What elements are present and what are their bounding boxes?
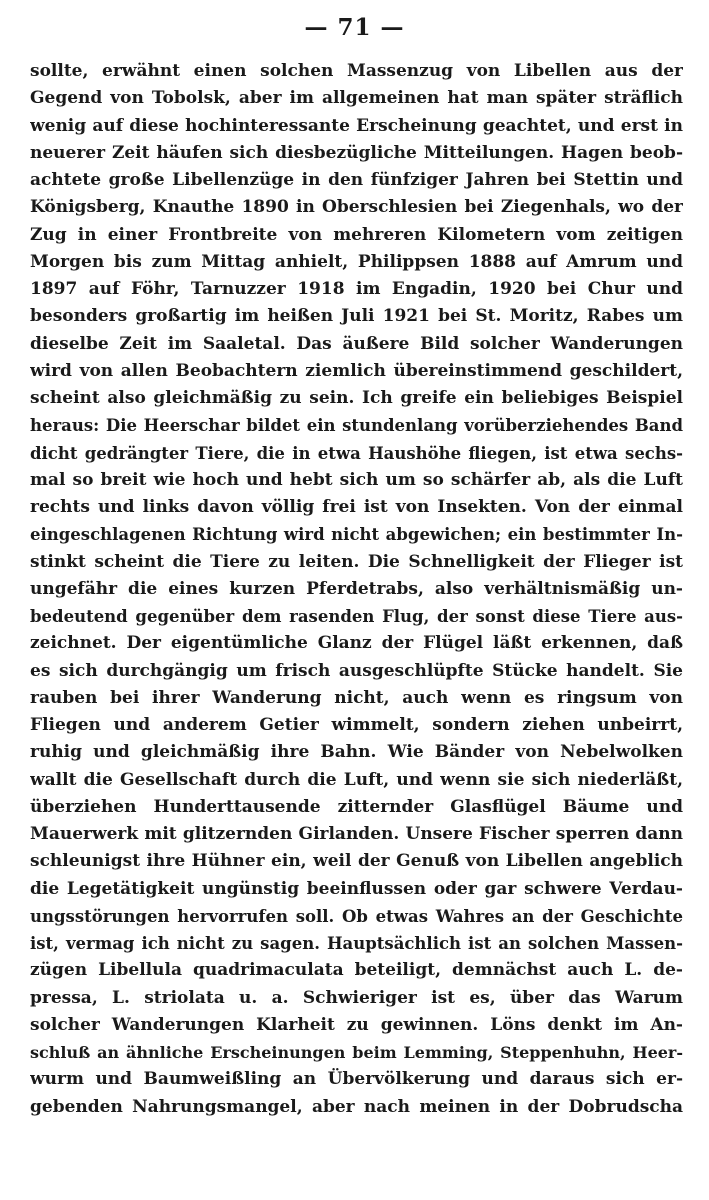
text-line: besonders großartig im heißen Juli 1921 bei St. Moritz, Rabes um: [30, 306, 683, 327]
text-line: ungefähr die eines kurzen Pferdetrabs, also verhältnismäßig un-: [30, 578, 683, 599]
text-line: pressa, L. striolata u. a. Schwieriger ist es, über das Warum: [30, 987, 683, 1008]
text-line: neuerer Zeit häufen sich diesbezügliche Mitteilungen. Hagen beob-: [30, 142, 683, 163]
text-line: stinkt scheint die Tiere zu leiten. Die Schnelligkeit der Flieger ist: [30, 551, 683, 572]
text-line: wallt die Gesellschaft durch die Luft, und wenn sie sich niederläßt,: [30, 769, 683, 790]
text-line: achtete große Libellenzüge in den fünfziger Jahren bei Stettin und: [30, 170, 683, 190]
text-line: bedeutend gegenüber dem rasenden Flug, der sonst diese Tiere aus-: [30, 607, 683, 626]
body-text: [30, 58, 683, 1121]
text-line: zügen Libellula quadrimaculata beteiligt, demnächst auch L. de-: [30, 960, 683, 981]
text-line: wurm und Baumweißling an Übervölkerung und daraus sich er-: [30, 1069, 683, 1090]
text-line: sollte, erwähnt einen solchen Massenzug von Libellen aus der: [30, 61, 683, 81]
text-line: wird von allen Beobachtern ziemlich übereinstimmend geschildert,: [30, 360, 683, 381]
text-line: Mauerwerk mit glitzernden Girlanden. Unsere Fischer sperren dann: [30, 824, 683, 844]
text-line: Königsberg, Knauthe 1890 in Oberschlesien bei Ziegenhals, wo der: [30, 197, 683, 218]
text-line: solcher Wanderungen Klarheit zu gewinnen. Löns denkt im An-: [30, 1014, 683, 1035]
text-line: ungsstörungen hervorrufen soll. Ob etwas Wahres an der Geschichte: [30, 906, 683, 926]
text-line: rauben bei ihrer Wanderung nicht, auch wenn es ringsum von: [30, 687, 683, 708]
text-line: 1897 auf Föhr, Tarnuzzer 1918 im Engadin, 1920 bei Chur und: [30, 279, 683, 299]
text-line: Gegend von Tobolsk, aber im allgemeinen hat man später sträflich: [30, 88, 683, 109]
text-line: scheint also gleichmäßig zu sein. Ich greife ein beliebiges Beispiel: [30, 388, 683, 408]
text-line: ist, vermag ich nicht zu sagen. Hauptsächlich ist an solchen Massen-: [30, 934, 683, 953]
text-line: heraus: Die Heerschar bildet ein stundenlang vorüberziehendes Band: [30, 416, 683, 436]
text-line: ruhig und gleichmäßig ihre Bahn. Wie Bänder von Nebelwolken: [30, 742, 683, 763]
text-line: wenig auf diese hochinteressante Erscheinung geachtet, und erst in: [30, 115, 683, 136]
text-line: es sich durchgängig um frisch ausgeschlüpfte Stücke handelt. Sie: [30, 660, 683, 681]
text-line: schluß an ähnliche Erscheinungen beim Lemming, Steppenhuhn, Heer-: [30, 1043, 683, 1062]
text-line: gebenden Nahrungsmangel, aber nach meinen in der Dobrudscha: [30, 1096, 683, 1117]
text-line: dicht gedrängter Tiere, die in etwa Haushöhe fliegen, ist etwa sechs-: [30, 443, 683, 463]
text-line: überziehen Hunderttausende zitternder Glasflügel Bäume und: [30, 796, 683, 817]
text-line: dieselbe Zeit im Saaletal. Das äußere Bild solcher Wanderungen: [30, 333, 683, 354]
text-line: eingeschlagenen Richtung wird nicht abgewichen; ein bestimmter In-: [30, 525, 683, 545]
text-line: Morgen bis zum Mittag anhielt, Philippsen 1888 auf Amrum und: [30, 251, 683, 272]
page-number: — 71 —: [304, 14, 405, 41]
text-line: die Legetätigkeit ungünstig beeinflussen oder gar schwere Verdau-: [30, 878, 683, 899]
text-line: Zug in einer Frontbreite von mehreren Kilometern vom zeitigen: [30, 224, 683, 245]
text-line: schleunigst ihre Hühner ein, weil der Genuß von Libellen angeblich: [30, 851, 683, 872]
text-line: Fliegen und anderem Getier wimmelt, sondern ziehen unbeirrt,: [30, 715, 683, 735]
text-line: zeichnet. Der eigentümliche Glanz der Flügel läßt erkennen, daß: [30, 633, 683, 654]
text-line: rechts und links davon völlig frei ist von Insekten. Von der einmal: [30, 497, 683, 517]
text-line: mal so breit wie hoch und hebt sich um so schärfer ab, als die Luft: [30, 469, 683, 490]
